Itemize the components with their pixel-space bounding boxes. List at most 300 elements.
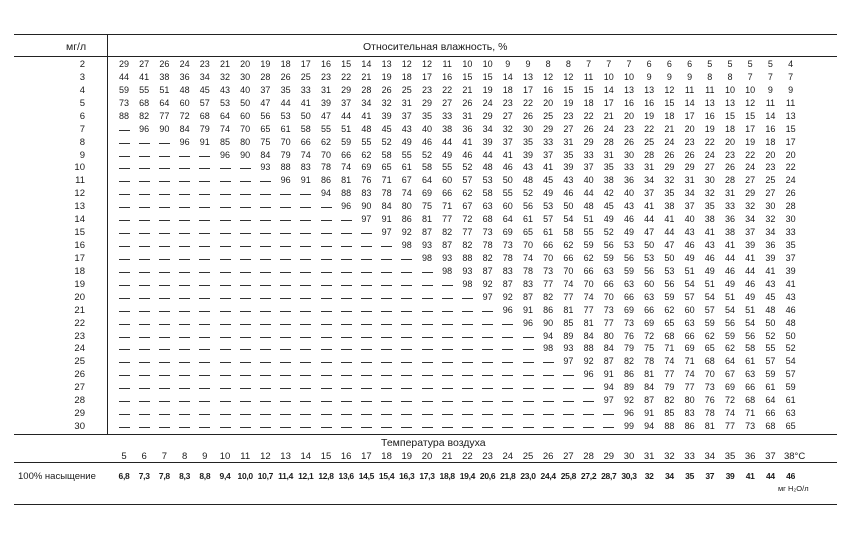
humidity-cell: 16 bbox=[644, 97, 655, 108]
humidity-cell: 23 bbox=[502, 97, 513, 108]
empty-cell-dash bbox=[139, 285, 150, 286]
humidity-cell: 56 bbox=[260, 110, 271, 121]
humidity-cell: 38 bbox=[603, 175, 614, 186]
empty-cell-dash bbox=[260, 298, 271, 299]
empty-cell-dash bbox=[341, 259, 352, 260]
humidity-cell: 44 bbox=[341, 110, 352, 121]
humidity-cell: 10 bbox=[462, 59, 473, 69]
humidity-cell: 66 bbox=[644, 304, 655, 315]
humidity-cell: 51 bbox=[724, 291, 735, 302]
humidity-cell: 23 bbox=[765, 162, 776, 173]
humidity-cell: 91 bbox=[522, 304, 533, 315]
empty-cell-dash bbox=[321, 207, 332, 208]
temperature-value: 35 bbox=[724, 451, 736, 462]
humidity-cell: 50 bbox=[300, 110, 311, 121]
empty-cell-dash bbox=[361, 414, 372, 415]
humidity-cell: 96 bbox=[522, 317, 533, 328]
humidity-cell: 86 bbox=[543, 304, 554, 315]
saturation-value: 12,8 bbox=[318, 471, 334, 481]
humidity-cell: 48 bbox=[482, 162, 493, 173]
humidity-cell: 17 bbox=[785, 136, 796, 147]
humidity-cell: 60 bbox=[502, 201, 513, 212]
humidity-cell: 76 bbox=[704, 395, 715, 406]
humidity-cell: 28 bbox=[260, 71, 271, 82]
humidity-cell: 62 bbox=[563, 240, 574, 251]
empty-cell-dash bbox=[280, 414, 291, 415]
empty-cell-dash bbox=[159, 272, 170, 273]
empty-cell-dash bbox=[159, 324, 170, 325]
empty-cell-dash bbox=[260, 324, 271, 325]
humidity-cell: 83 bbox=[361, 188, 372, 199]
empty-cell-dash bbox=[442, 349, 453, 350]
empty-cell-dash bbox=[300, 375, 311, 376]
empty-cell-dash bbox=[361, 349, 372, 350]
humidity-cell: 17 bbox=[300, 59, 311, 69]
row-label: 16 bbox=[74, 240, 85, 252]
row-label: 3 bbox=[79, 71, 85, 83]
empty-cell-dash bbox=[502, 375, 513, 376]
humidity-cell: 44 bbox=[644, 214, 655, 225]
humidity-cell: 49 bbox=[401, 136, 412, 147]
humidity-cell: 88 bbox=[664, 421, 675, 432]
humidity-cell: 17 bbox=[522, 84, 533, 95]
empty-cell-dash bbox=[159, 388, 170, 389]
empty-cell-dash bbox=[300, 324, 311, 325]
empty-cell-dash bbox=[401, 427, 412, 428]
humidity-cell: 51 bbox=[583, 214, 594, 225]
empty-cell-dash bbox=[179, 285, 190, 286]
empty-cell-dash bbox=[381, 272, 392, 273]
empty-cell-dash bbox=[220, 259, 231, 260]
empty-cell-dash bbox=[321, 259, 332, 260]
humidity-cell: 6 bbox=[666, 59, 672, 69]
row-label: 29 bbox=[74, 408, 85, 420]
humidity-cell: 13 bbox=[381, 59, 392, 69]
empty-cell-dash bbox=[381, 427, 392, 428]
empty-cell-dash bbox=[240, 220, 251, 221]
empty-cell-dash bbox=[139, 220, 150, 221]
humidity-cell: 10 bbox=[745, 84, 756, 95]
row-label: 26 bbox=[74, 369, 85, 381]
humidity-cell: 32 bbox=[704, 188, 715, 199]
humidity-cell: 15 bbox=[563, 84, 574, 95]
humidity-cell: 37 bbox=[785, 252, 796, 263]
saturation-value: 35 bbox=[685, 471, 695, 481]
humidity-cell: 97 bbox=[361, 214, 372, 225]
humidity-cell: 57 bbox=[684, 291, 695, 302]
temperature-value: 34 bbox=[704, 451, 716, 462]
empty-cell-dash bbox=[280, 324, 291, 325]
humidity-cell: 88 bbox=[341, 188, 352, 199]
empty-cell-dash bbox=[119, 362, 130, 363]
empty-cell-dash bbox=[422, 324, 433, 325]
humidity-cell: 77 bbox=[543, 278, 554, 289]
empty-cell-dash bbox=[199, 181, 210, 182]
humidity-cell: 54 bbox=[785, 356, 796, 367]
humidity-cell: 49 bbox=[704, 265, 715, 276]
empty-cell-dash bbox=[502, 401, 513, 402]
humidity-cell: 56 bbox=[623, 252, 634, 263]
humidity-cell: 35 bbox=[704, 201, 715, 212]
humidity-cell: 33 bbox=[724, 201, 735, 212]
humidity-cell: 83 bbox=[522, 278, 533, 289]
empty-cell-dash bbox=[321, 285, 332, 286]
humidity-cell: 19 bbox=[745, 136, 756, 147]
humidity-cell: 49 bbox=[603, 214, 614, 225]
saturation-value: 14,5 bbox=[358, 471, 375, 481]
humidity-cell: 41 bbox=[300, 97, 311, 108]
empty-cell-dash bbox=[341, 388, 352, 389]
humidity-cell: 84 bbox=[603, 343, 614, 354]
humidity-cell: 59 bbox=[724, 330, 735, 341]
humidity-cell: 50 bbox=[785, 330, 796, 341]
empty-cell-dash bbox=[199, 362, 210, 363]
humidity-cell: 92 bbox=[482, 278, 493, 289]
row-label: 22 bbox=[74, 317, 85, 329]
empty-cell-dash bbox=[603, 427, 614, 428]
humidity-cell: 25 bbox=[300, 71, 311, 82]
empty-cell-dash bbox=[179, 375, 190, 376]
humidity-cell: 52 bbox=[522, 188, 533, 199]
humidity-cell: 33 bbox=[442, 110, 453, 121]
empty-cell-dash bbox=[321, 337, 332, 338]
humidity-cell: 31 bbox=[563, 136, 574, 147]
empty-cell-dash bbox=[401, 414, 412, 415]
temperature-value: 20 bbox=[421, 451, 433, 462]
humidity-cell: 37 bbox=[644, 188, 655, 199]
empty-cell-dash bbox=[300, 207, 311, 208]
empty-cell-dash bbox=[442, 401, 453, 402]
empty-cell-dash bbox=[240, 194, 251, 195]
empty-cell-dash bbox=[220, 298, 231, 299]
empty-cell-dash bbox=[442, 324, 453, 325]
empty-cell-dash bbox=[139, 246, 150, 247]
humidity-cell: 51 bbox=[341, 123, 352, 134]
humidity-cell: 38 bbox=[704, 214, 715, 225]
empty-cell-dash bbox=[482, 362, 493, 363]
empty-cell-dash bbox=[543, 388, 554, 389]
row-label: 20 bbox=[74, 291, 85, 303]
temperature-rule bbox=[14, 462, 837, 463]
row-label: 23 bbox=[74, 330, 85, 342]
humidity-cell: 34 bbox=[684, 188, 695, 199]
empty-cell-dash bbox=[119, 298, 130, 299]
humidity-cell: 26 bbox=[522, 110, 533, 121]
empty-cell-dash bbox=[321, 324, 332, 325]
saturation-value: 8,8 bbox=[199, 471, 211, 481]
humidity-cell: 59 bbox=[341, 136, 352, 147]
humidity-cell: 59 bbox=[118, 84, 129, 95]
humidity-cell: 70 bbox=[320, 149, 331, 160]
empty-cell-dash bbox=[199, 401, 210, 402]
empty-cell-dash bbox=[523, 337, 534, 338]
humidity-cell: 70 bbox=[704, 369, 715, 380]
empty-cell-dash bbox=[119, 246, 130, 247]
humidity-cell: 76 bbox=[361, 175, 372, 186]
humidity-cell: 71 bbox=[381, 175, 392, 186]
empty-cell-dash bbox=[240, 427, 251, 428]
table-bottom-rule bbox=[14, 434, 837, 435]
empty-cell-dash bbox=[361, 285, 372, 286]
humidity-cell: 44 bbox=[745, 265, 756, 276]
table-end-rule bbox=[14, 504, 837, 505]
humidity-cell: 12 bbox=[745, 97, 756, 108]
humidity-cell: 11 bbox=[442, 59, 452, 69]
humidity-cell: 13 bbox=[704, 97, 715, 108]
empty-cell-dash bbox=[139, 349, 150, 350]
humidity-cell: 7 bbox=[788, 71, 794, 82]
humidity-cell: 35 bbox=[785, 240, 796, 251]
humidity-cell: 55 bbox=[401, 149, 412, 160]
humidity-cell: 82 bbox=[482, 252, 493, 263]
empty-cell-dash bbox=[139, 401, 150, 402]
humidity-cell: 22 bbox=[704, 136, 715, 147]
saturation-value: 23,0 bbox=[520, 471, 536, 481]
humidity-cell: 37 bbox=[543, 149, 554, 160]
humidity-cell: 73 bbox=[745, 421, 756, 432]
empty-cell-dash bbox=[401, 272, 412, 273]
humidity-cell: 18 bbox=[664, 110, 675, 121]
empty-cell-dash bbox=[381, 285, 392, 286]
empty-cell-dash bbox=[220, 362, 231, 363]
empty-cell-dash bbox=[442, 337, 453, 338]
humidity-cell: 37 bbox=[260, 84, 271, 95]
empty-cell-dash bbox=[199, 324, 210, 325]
humidity-cell: 85 bbox=[563, 317, 574, 328]
humidity-cell: 60 bbox=[442, 175, 453, 186]
humidity-cell: 22 bbox=[583, 110, 594, 121]
humidity-cell: 9 bbox=[767, 84, 773, 95]
humidity-cell: 93 bbox=[563, 343, 574, 354]
empty-cell-dash bbox=[220, 349, 231, 350]
humidity-cell: 16 bbox=[765, 123, 776, 134]
humidity-cell: 29 bbox=[664, 162, 675, 173]
humidity-cell: 44 bbox=[664, 227, 675, 238]
empty-cell-dash bbox=[300, 272, 311, 273]
empty-cell-dash bbox=[401, 388, 412, 389]
humidity-cell: 48 bbox=[765, 304, 776, 315]
empty-cell-dash bbox=[361, 362, 372, 363]
humidity-cell: 15 bbox=[462, 71, 473, 82]
empty-cell-dash bbox=[502, 414, 513, 415]
empty-cell-dash bbox=[220, 324, 231, 325]
humidity-cell: 33 bbox=[623, 162, 634, 173]
humidity-cell: 68 bbox=[664, 330, 675, 341]
humidity-cell: 33 bbox=[785, 227, 796, 238]
empty-cell-dash bbox=[280, 246, 291, 247]
empty-cell-dash bbox=[543, 362, 554, 363]
empty-cell-dash bbox=[300, 337, 311, 338]
humidity-cell: 75 bbox=[260, 136, 271, 147]
humidity-cell: 96 bbox=[502, 304, 513, 315]
empty-cell-dash bbox=[502, 362, 513, 363]
empty-cell-dash bbox=[179, 298, 190, 299]
humidity-cell: 37 bbox=[745, 227, 756, 238]
humidity-cell: 16 bbox=[704, 110, 715, 121]
humidity-cell: 25 bbox=[765, 175, 776, 186]
humidity-cell: 50 bbox=[240, 97, 251, 108]
empty-cell-dash bbox=[300, 414, 311, 415]
humidity-cell: 12 bbox=[664, 84, 675, 95]
humidity-cell: 64 bbox=[765, 395, 776, 406]
temperature-value: 23 bbox=[482, 451, 493, 462]
humidity-cell: 66 bbox=[623, 291, 634, 302]
humidity-cell: 11 bbox=[765, 97, 776, 108]
humidity-cell: 32 bbox=[664, 175, 675, 186]
humidity-cell: 10 bbox=[724, 84, 735, 95]
humidity-cell: 35 bbox=[603, 162, 614, 173]
humidity-cell: 8 bbox=[727, 71, 733, 82]
humidity-cell: 52 bbox=[785, 343, 796, 354]
empty-cell-dash bbox=[159, 349, 170, 350]
humidity-cell: 88 bbox=[280, 162, 291, 173]
empty-cell-dash bbox=[119, 259, 130, 260]
empty-cell-dash bbox=[159, 401, 170, 402]
humidity-cell: 69 bbox=[623, 304, 634, 315]
humidity-cell: 84 bbox=[260, 149, 271, 160]
humidity-cell: 84 bbox=[583, 330, 594, 341]
humidity-cell: 92 bbox=[401, 227, 412, 238]
humidity-cell: 87 bbox=[603, 356, 614, 367]
humidity-cell: 85 bbox=[219, 136, 230, 147]
humidity-cell: 18 bbox=[280, 59, 291, 69]
empty-cell-dash bbox=[159, 259, 170, 260]
humidity-cell: 24 bbox=[745, 162, 756, 173]
humidity-cell: 55 bbox=[361, 136, 372, 147]
humidity-cell: 40 bbox=[421, 123, 432, 134]
humidity-cell: 65 bbox=[664, 317, 675, 328]
humidity-cell: 41 bbox=[745, 252, 756, 263]
humidity-cell: 56 bbox=[603, 240, 614, 251]
humidity-cell: 46 bbox=[623, 214, 634, 225]
humidity-cell: 69 bbox=[421, 188, 432, 199]
humidity-cell: 77 bbox=[603, 317, 614, 328]
empty-cell-dash bbox=[300, 259, 311, 260]
humidity-cell: 87 bbox=[644, 395, 655, 406]
humidity-cell: 55 bbox=[442, 162, 453, 173]
humidity-cell: 77 bbox=[664, 369, 675, 380]
humidity-cell: 34 bbox=[644, 175, 655, 186]
humidity-cell: 62 bbox=[583, 252, 594, 263]
empty-cell-dash bbox=[260, 388, 271, 389]
humidity-cell: 73 bbox=[543, 265, 554, 276]
humidity-cell: 86 bbox=[684, 421, 695, 432]
empty-cell-dash bbox=[220, 311, 231, 312]
empty-cell-dash bbox=[139, 362, 150, 363]
temperature-value: 37 bbox=[765, 451, 776, 462]
humidity-cell: 59 bbox=[664, 291, 675, 302]
humidity-cell: 20 bbox=[543, 97, 554, 108]
humidity-cell: 64 bbox=[219, 110, 230, 121]
humidity-cell: 86 bbox=[623, 369, 634, 380]
humidity-cell: 47 bbox=[644, 227, 655, 238]
humidity-cell: 62 bbox=[704, 330, 715, 341]
humidity-cell: 61 bbox=[280, 123, 291, 134]
temperature-value: 21 bbox=[441, 451, 453, 462]
empty-cell-dash bbox=[341, 272, 352, 273]
empty-cell-dash bbox=[341, 311, 352, 312]
row-label: 5 bbox=[79, 97, 85, 109]
humidity-cell: 23 bbox=[623, 123, 634, 134]
humidity-cell: 44 bbox=[442, 136, 453, 147]
humidity-cell: 53 bbox=[644, 252, 655, 263]
humidity-cell: 28 bbox=[785, 201, 796, 212]
humidity-cell: 82 bbox=[139, 110, 150, 121]
humidity-cell: 15 bbox=[724, 110, 735, 121]
humidity-cell: 12 bbox=[421, 59, 432, 69]
humidity-cell: 77 bbox=[159, 110, 170, 121]
humidity-cell: 55 bbox=[765, 343, 776, 354]
humidity-cell: 28 bbox=[603, 136, 614, 147]
temperature-value: 11 bbox=[240, 451, 251, 462]
humidity-cell: 38 bbox=[724, 227, 735, 238]
humidity-cell: 91 bbox=[603, 369, 614, 380]
humidity-cell: 40 bbox=[240, 84, 251, 95]
humidity-cell: 15 bbox=[583, 84, 594, 95]
humidity-cell: 15 bbox=[341, 59, 352, 69]
temperature-value: 24 bbox=[502, 451, 514, 462]
temperature-value: 27 bbox=[563, 451, 574, 462]
empty-cell-dash bbox=[543, 427, 554, 428]
empty-cell-dash bbox=[220, 207, 231, 208]
humidity-cell: 78 bbox=[522, 265, 533, 276]
humidity-cell: 69 bbox=[502, 227, 513, 238]
humidity-cell: 88 bbox=[462, 252, 473, 263]
temperature-value: 30 bbox=[623, 451, 635, 462]
humidity-cell: 28 bbox=[361, 84, 372, 95]
humidity-cell: 41 bbox=[462, 136, 473, 147]
empty-cell-dash bbox=[179, 349, 190, 350]
empty-cell-dash bbox=[321, 233, 332, 234]
humidity-cell: 26 bbox=[684, 149, 695, 160]
temperature-value: 33 bbox=[684, 451, 695, 462]
saturation-value: 9,4 bbox=[219, 471, 231, 481]
row-label: 10 bbox=[74, 162, 85, 174]
humidity-cell: 83 bbox=[684, 408, 695, 419]
humidity-cell: 61 bbox=[522, 214, 533, 225]
humidity-cell: 44 bbox=[724, 252, 735, 263]
empty-cell-dash bbox=[280, 233, 291, 234]
humidity-cell: 87 bbox=[502, 278, 513, 289]
humidity-cell: 64 bbox=[724, 356, 735, 367]
empty-cell-dash bbox=[543, 375, 554, 376]
humidity-cell: 52 bbox=[765, 330, 776, 341]
empty-cell-dash bbox=[139, 168, 150, 169]
humidity-cell: 19 bbox=[260, 59, 271, 69]
humidity-cell: 59 bbox=[765, 369, 776, 380]
empty-cell-dash bbox=[199, 298, 210, 299]
saturation-value: 46 bbox=[786, 471, 796, 481]
empty-cell-dash bbox=[523, 375, 534, 376]
humidity-cell: 70 bbox=[240, 123, 251, 134]
humidity-cell: 7 bbox=[606, 59, 612, 69]
humidity-cell: 67 bbox=[401, 175, 412, 186]
humidity-cell: 68 bbox=[704, 356, 715, 367]
humidity-cell: 68 bbox=[745, 395, 756, 406]
empty-cell-dash bbox=[583, 388, 594, 389]
empty-cell-dash bbox=[260, 311, 271, 312]
empty-cell-dash bbox=[240, 311, 251, 312]
humidity-cell: 43 bbox=[704, 240, 715, 251]
humidity-cell: 70 bbox=[563, 265, 574, 276]
humidity-cell: 19 bbox=[644, 110, 655, 121]
empty-cell-dash bbox=[260, 401, 271, 402]
empty-cell-dash bbox=[502, 337, 513, 338]
humidity-cell: 14 bbox=[361, 59, 372, 69]
humidity-cell: 28 bbox=[644, 149, 655, 160]
empty-cell-dash bbox=[179, 427, 190, 428]
temperature-value: 25 bbox=[522, 451, 534, 462]
